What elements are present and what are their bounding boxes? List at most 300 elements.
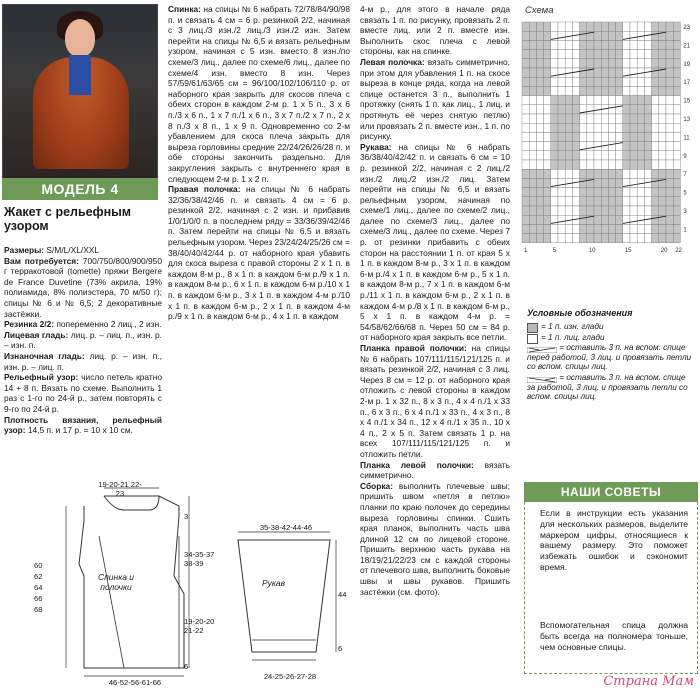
chart-cell [536,96,543,105]
chart-cell [652,68,659,77]
chart-cell [644,114,651,123]
chart-cell [536,40,543,49]
chart-cell [529,234,536,243]
chart-x-tick: 20 [660,247,668,254]
paragraph-text: лиц. р. – лиц. п., изн. р. – изн. п. [4,329,162,351]
chart-cell [630,160,637,169]
chart-cell [608,142,615,151]
chart-cell [601,151,608,160]
body-bottom-dim: 46-52-56-61-66 [108,678,162,687]
chart-cell [536,86,543,95]
paragraph-heading: Планка правой полочки: [360,343,467,353]
chart-cell [529,224,536,233]
chart-cell [637,197,644,206]
chart-cell [623,151,630,160]
chart-cell [551,86,558,95]
chart-cell [630,206,637,215]
paragraph-heading: Правая полочка: [168,184,241,195]
chart-cell [601,31,608,40]
chart-cell [652,22,659,31]
chart-cell [601,215,608,224]
chart-cell [623,96,630,105]
chart-cell [644,132,651,141]
chart-cell [637,169,644,178]
chart-cell [666,50,673,59]
chart-cell [608,50,615,59]
paragraph-text: попеременно 2 лиц., 2 изн. [54,319,162,330]
chart-cell [587,142,594,151]
chart-cell [529,160,536,169]
chart-cell [608,22,615,31]
chart-cell [544,234,551,243]
chart-cell [616,68,623,77]
chart-cell [580,86,587,95]
chart-cell [558,114,565,123]
chart-cell [637,142,644,151]
chart-cell [536,151,543,160]
chart-cell [572,59,579,68]
chart-cell [580,160,587,169]
paragraph-heading: Рукава: [360,141,392,152]
chart-cell [637,123,644,132]
chart-cell [601,234,608,243]
legend [527,322,695,403]
chart-cell [630,169,637,178]
chart-cell [529,197,536,206]
chart-cell [608,178,615,187]
chart-cell [594,31,601,40]
chart-cell [565,96,572,105]
chart-cell [666,160,673,169]
chart-cell [616,206,623,215]
chart-cell [623,160,630,169]
chart-cell [522,77,529,86]
chart-cell [673,31,680,40]
chart-cell [630,50,637,59]
chart-cell [580,50,587,59]
chart-cell [544,68,551,77]
chart-cell [544,160,551,169]
chart-cell [623,50,630,59]
chart-cell [623,142,630,151]
chart-cell [666,169,673,178]
chart-cell [659,96,666,105]
chart-x-tick: 22 [675,247,682,254]
chart-cell [644,197,651,206]
chart-cell [616,86,623,95]
chart-cell [630,77,637,86]
chart-cell [652,96,659,105]
chart-cell [659,59,666,68]
chart-cell [659,86,666,95]
chart-y-tick: 1 [683,227,687,234]
chart-cell [565,206,572,215]
chart-cell [608,151,615,160]
chart-cell [601,40,608,49]
paragraph-heading: Резинка 2/2: [4,319,55,330]
chart-cell [666,86,673,95]
watermark: Страна Мам [603,674,694,689]
paragraph-text: 700/750/800/900/950 г терракотовой (tomette) пряжи Bergere de France Duvetine (73% акрила, 19% полиамида, 8% полиэстера, 70 м/50 г); спицы № 6 и № 6,5; 2 декоративные застёжки. [4,255,162,319]
paragraph-heading: Сборка: [360,480,393,491]
chart-cell [616,22,623,31]
body-left-dim: 66 [34,594,43,603]
chart-cell [666,22,673,31]
chart-cell [558,22,565,31]
chart-cell [666,114,673,123]
chart-cell [529,123,536,132]
chart-cell [594,132,601,141]
chart-cell [637,114,644,123]
chart-cell [558,40,565,49]
chart-cell [616,77,623,86]
chart-cell [587,22,594,31]
paragraph-text: на спицы № 6 набрать 36/38/40/42/42 п. и связать 6 см = 10 р. резинкой 2/2, начиная с 2 лиц./2 изн./2 лиц./2 изн./2 лиц. Затем перейти на спицы № 6,5 и вязать рельефным узором, начиная по схеме/1 лиц., далее по схеме/2 лиц., далее по схеме/3 лиц., далее по схеме/3 лиц., далее по схеме. Через 7 р. от резинки прибавить с обеих сторон на расстоянии 1 п. от края 5 х 1 п. в каждом 8-м р., 3 х 1 п. в каждом 6-м р./4 х 1 п. в каждом 6-м р., 5 х 1 п. в каждом 8-м р., 7 х 1 п. в каждом 6-м р./11 х 1 п. в каждом 6-м р., 2 х 1 п. в каждом 4-м р./8 х 1 п. в каждом 6-м р., 5 х 1 п. в каждом 4-м р. = 54/58/62/66/68 п. Через 50 см = 84 р. от наборного края закрыть все петли. [360,141,510,343]
chart-cell [594,22,601,31]
chart-x-tick: 15 [624,247,632,254]
chart-cell [558,105,565,114]
chart-x-tick: 10 [588,247,596,254]
chart-cell [544,40,551,49]
chart-cell [551,105,558,114]
chart-cell [673,197,680,206]
chart-cell [666,206,673,215]
chart-cell [601,178,608,187]
chart-cell [551,96,558,105]
chart-cell [565,132,572,141]
chart-cell [644,50,651,59]
sleeve-bottom-dim: 24-25-26-27-28 [263,672,317,681]
paragraph-heading: Размеры: [4,245,45,255]
chart-cell [594,215,601,224]
chart-cell [637,59,644,68]
model-label: МОДЕЛЬ 4 [2,178,158,200]
chart-y-tick: 23 [683,25,691,31]
chart-cell [551,234,558,243]
chart-cell [623,169,630,178]
chart-cell [594,96,601,105]
paragraph-text: 14,5 п. и 17 р. = 10 х 10 см. [25,425,133,436]
chart-cell [580,96,587,105]
chart-cell [522,96,529,105]
chart-cell [644,224,651,233]
legend-item-cable-back: = оставить 3 п. на вспом. спице за работой, 3 лиц. и провязать петли со вспом. спицы лиц. [527,372,688,402]
chart-cell [623,86,630,95]
chart-cell [558,77,565,86]
chart-cell [529,68,536,77]
body-right-top-dim: 3 [184,512,189,521]
instructions-column-2 [168,4,350,322]
chart-cell [558,160,565,169]
chart-cell [594,40,601,49]
chart-cell [659,40,666,49]
chart-cell [544,206,551,215]
chart-cell [572,151,579,160]
chart-cell [659,22,666,31]
chart-cell [522,151,529,160]
chart-cell [616,188,623,197]
chart-cell [587,105,594,114]
instructions-column-1 [4,245,162,436]
chart-cell [536,22,543,31]
chart-cell [580,215,587,224]
chart-cell [529,31,536,40]
chart-cell [630,40,637,49]
chart-cell [587,59,594,68]
chart-cell [572,169,579,178]
chart-cell [529,215,536,224]
chart-cell [551,224,558,233]
chart-cell [644,86,651,95]
chart-cell [529,132,536,141]
chart-cell [594,169,601,178]
chart-cell [608,169,615,178]
chart-cell [587,224,594,233]
chart-cell [558,188,565,197]
chart-cell [644,188,651,197]
chart-cell [652,160,659,169]
chart-cell [580,77,587,86]
chart-cell [529,206,536,215]
chart-cell [623,132,630,141]
chart-cell [623,77,630,86]
chart-cell [666,224,673,233]
chart-cell [630,142,637,151]
chart-cell [659,224,666,233]
col1-paragraph [4,330,162,351]
chart-cell [616,160,623,169]
chart-cell [666,68,673,77]
chart-cell [558,224,565,233]
chart-cell [623,105,630,114]
chart-cell [544,132,551,141]
chart-cell [529,151,536,160]
body-label: Спинка и полочки [97,572,135,592]
chart-cell [666,197,673,206]
chart-cell [529,50,536,59]
chart-cell [652,188,659,197]
chart-cell [630,178,637,187]
chart-cell [644,206,651,215]
chart-cell [587,114,594,123]
paragraph-text: выполнить плечевые швы; пришить швом «петля в петлю» планки по краю полочек до середины выреза горловины спинки. Сшить края планок, выполнить часть шва длиной 12 см по лицевой стороне. Пришить верхнюю часть рукава на 18/19/21/22/23 см с каждой стороны от плечевого шва, выполнить боковые швы и швы рукавов. Пришить застёжки (см. фото). [360,480,510,597]
chart-cell [558,50,565,59]
chart-cell [623,40,630,49]
chart-cell [601,77,608,86]
chart-cell [673,206,680,215]
body-left-dims [34,560,50,615]
legend-item-purl: = 1 п. изн. глади [527,322,695,332]
chart-cell [572,123,579,132]
chart-cell [558,197,565,206]
col3-paragraph [360,481,510,598]
chart-cell [587,77,594,86]
chart-cell [558,151,565,160]
chart-cell [659,151,666,160]
chart-cell [565,151,572,160]
chart-cell [522,105,529,114]
chart-cell [623,197,630,206]
chart-cell [551,123,558,132]
chart-y-tick: 3 [683,209,687,215]
chart-cell [637,22,644,31]
chart-cell [587,188,594,197]
chart-cell [659,188,666,197]
body-left-dim: 68 [34,605,43,614]
chart-cell [630,31,637,40]
chart-cell [652,132,659,141]
chart-cell [630,59,637,68]
chart-cell [544,50,551,59]
chart-cell [673,59,680,68]
chart-cell [623,206,630,215]
chart-cell [652,31,659,40]
chart-cell [666,77,673,86]
chart-cell [580,206,587,215]
chart-cell [580,31,587,40]
chart-cell [551,142,558,151]
chart-cell [608,224,615,233]
chart-cell [565,234,572,243]
chart-cell [623,234,630,243]
chart-cell [587,86,594,95]
chart-cell [594,151,601,160]
chart-cell [594,197,601,206]
chart-cell [644,96,651,105]
chart-cell [536,132,543,141]
chart-cell [659,142,666,151]
chart-cell [630,123,637,132]
chart-cell [623,224,630,233]
chart-cell [565,86,572,95]
chart-cell [551,40,558,49]
chart-cell [544,142,551,151]
chart-cell [536,206,543,215]
chart-cell [652,59,659,68]
chart-cell [673,234,680,243]
chart-cell [644,160,651,169]
chart-cell [644,105,651,114]
chart-cell [572,86,579,95]
chart-cell [608,234,615,243]
chart-cell [580,234,587,243]
chart-cell [558,178,565,187]
chart-cell [601,22,608,31]
chart-cell [673,215,680,224]
paragraph-text: 4-м р., для этого в начале ряда связать 1 п. по рисунку, провязать 2 п. вместе лиц. или 2 п. вместе изн. Выполнить скос плеча с левой стороны, как на спинке. [360,4,510,57]
chart-cell [630,197,637,206]
chart-cell [529,178,536,187]
chart-cell [630,224,637,233]
chart-cell [673,114,680,123]
chart-cell [673,169,680,178]
chart-cell [536,178,543,187]
chart-cell [644,234,651,243]
chart-cell [616,234,623,243]
chart-cell [637,206,644,215]
chart-cell [637,132,644,141]
chart-cell [630,96,637,105]
chart-cell [529,77,536,86]
chart-y-tick: 5 [683,190,687,197]
chart-cell [572,105,579,114]
chart-cell [572,22,579,31]
chart-cell [616,31,623,40]
knitting-chart [518,18,694,260]
chart-cell [666,123,673,132]
chart-cell [536,224,543,233]
chart-cell [529,105,536,114]
chart-cell [666,40,673,49]
paragraph-heading: Спинка: [168,4,201,14]
chart-cell [659,234,666,243]
chart-cell [652,77,659,86]
chart-cell [565,40,572,49]
chart-cell [587,132,594,141]
chart-cell [558,215,565,224]
advice-paragraph-1: Если в инструкции есть указания для нескольких размеров, выделите маркером цифры, относящиеся к вашему размеру. Это поможет избежать ошибок и сэкономит время. [540,508,688,572]
chart-cell [529,142,536,151]
chart-cell [572,114,579,123]
chart-cell [558,96,565,105]
chart-cell [558,169,565,178]
chart-cell [551,169,558,178]
chart-cell [630,215,637,224]
chart-cell [551,114,558,123]
chart-cell [594,188,601,197]
chart-cell [551,50,558,59]
chart-cell [565,105,572,114]
chart-cell [601,169,608,178]
chart-cell [652,50,659,59]
chart-cell [666,215,673,224]
chart-cell [572,224,579,233]
chart-cell [673,160,680,169]
col3-paragraph [360,4,510,57]
chart-cell [608,206,615,215]
chart-cell [572,77,579,86]
chart-cell [616,40,623,49]
chart-cell [666,132,673,141]
chart-cell [659,169,666,178]
chart-cell [616,96,623,105]
chart-cell [536,234,543,243]
paragraph-text: на спицы № 6 набрать 72/78/84/90/98 п. и связать 4 см = 6 р. резинкой 2/2, начиная с 3 лиц./3 изн./2 лиц./3 изн./2 изн. Затем перейти на спицы № 6,5 и вязать рельефным узором, начиная с 5 изн. вместо 8 изн./по схеме/3 лиц., далее по схеме/6 лиц., далее по схеме/4 изн. вместо 8 изн. Через 57/59/61/63/65 см = 96/100/102/106/110 р. от наборного края закрыть для скосов плеча с обеих сторон в каждом 2-м р. 1 х 5 п., 3 х 6 п./3 х 6 п., 1 х 7 п./1 х 6 п., 3 х 7 п./2 х 7 п., 2 х 8 п./3 х 8 п., 1 х 9 п. Одновременно со 2-м убавлением для скоса плеча закрыть для выреза горловины средние 22/24/26/26/28 п. и обе стороны закончить раздельно. Для закругления закрыть с внутреннего края в следующем 2-м р. 1 х 2 п. [168,4,350,184]
chart-cell [608,215,615,224]
chart-cell [580,132,587,141]
chart-cell [587,123,594,132]
chart-cell [580,151,587,160]
chart-cell [522,188,529,197]
chart-cell [587,160,594,169]
paragraph-heading: Рельефный узор: [4,372,79,383]
chart-cell [637,151,644,160]
legend-title: Условные обозначения [527,308,633,318]
chart-cell [616,151,623,160]
chart-cell [558,86,565,95]
sleeve-right-dim: 44 [338,590,347,599]
chart-cell [572,40,579,49]
chart-cell [673,132,680,141]
chart-cell [572,197,579,206]
chart-cell [601,197,608,206]
chart-cell [580,224,587,233]
chart-cell [673,142,680,151]
sleeve-top-dim: 35-38-42-44-46 [259,523,313,532]
chart-cell [659,197,666,206]
chart-cell [522,197,529,206]
body-right-mid-dim: 34-35-37 38-39 [184,550,215,568]
